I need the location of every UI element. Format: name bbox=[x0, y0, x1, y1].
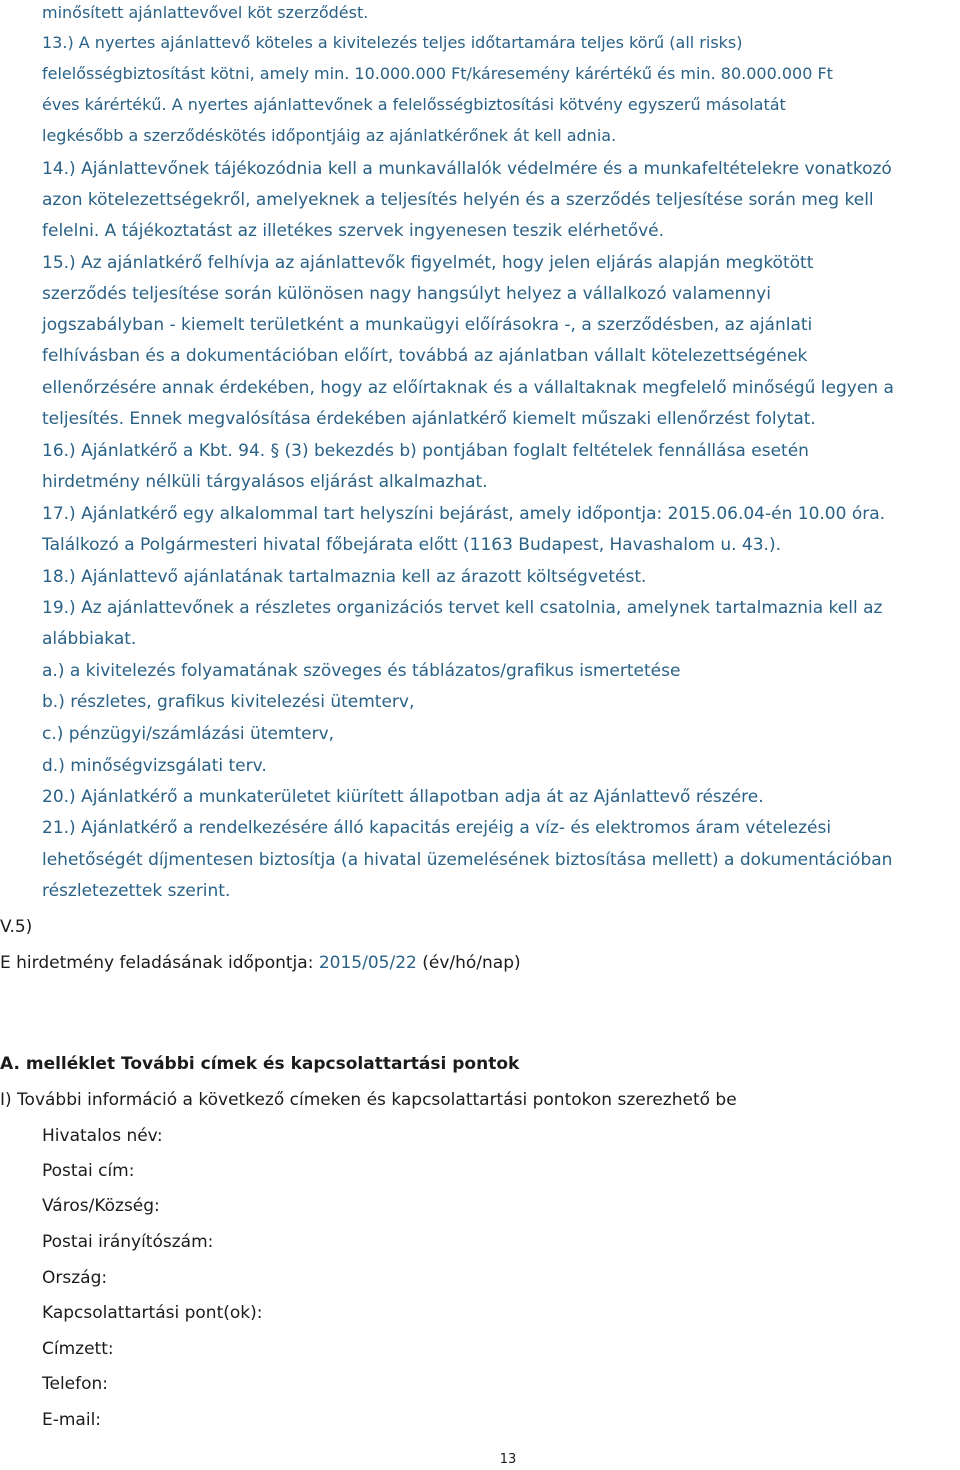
item-13-line-2: felelősségbiztosítást kötni, amely min. 10.000.000 Ft/káresemény kárértékű és min. 80.000.000 Ft bbox=[42, 64, 833, 83]
item-15-line-4: felhívásban és a dokumentációban előírt, továbbá az ajánlatban vállalt kötelezettségének bbox=[42, 346, 808, 366]
item-21-line-1: 21.) Ajánlatkérő a rendelkezésére álló kapacitás erejéig a víz- és elektromos áram vételezési bbox=[42, 818, 832, 838]
item-21-line-2: lehetőségét díjmentesen biztosítja (a hivatal üzemelésének biztosítása mellett) a dokumentációban bbox=[42, 850, 893, 870]
item-17-line-1: 17.) Ajánlatkérő egy alkalommal tart helyszíni bejárást, amely időpontja: 2015.06.04-én 10.00 óra. bbox=[42, 504, 886, 524]
item-14-line-3: felelni. A tájékoztatást az illetékes szervek ingyenesen teszik elérhetővé. bbox=[42, 221, 665, 241]
item-19-line-1: 19.) Az ajánlattevőnek a részletes organizációs tervet kell csatolnia, amelynek tartalmaznia kell az bbox=[42, 598, 883, 618]
item-19-sub-b: b.) részletes, grafikus kivitelezési ütemterv, bbox=[42, 692, 415, 712]
item-18: 18.) Ajánlattevő ajánlatának tartalmaznia kell az árazott költségvetést. bbox=[42, 567, 647, 587]
field-telephone: Telefon: bbox=[42, 1374, 109, 1394]
section-v5-label: V.5) bbox=[0, 917, 33, 937]
item-19-sub-d: d.) minőségvizsgálati terv. bbox=[42, 756, 267, 776]
item-14-line-2: azon kötelezettségekről, amelyeknek a teljesítés helyén és a szerződés teljesítése során meg kell bbox=[42, 190, 874, 210]
item-15-line-5: ellenőrzésére annak érdekében, hogy az előírtaknak és a vállaltaknak megfelelő minőségű legyen a bbox=[42, 378, 894, 398]
field-official-name: Hivatalos név: bbox=[42, 1126, 163, 1146]
item-15-line-2: szerződés teljesítése során különösen nagy hangsúlyt helyez a vállalkozó valamennyi bbox=[42, 284, 771, 304]
item-20: 20.) Ajánlatkérő a munkaterületet kiürített állapotban adja át az Ajánlattevő részére. bbox=[42, 787, 764, 807]
item-21-line-3: részletezettek szerint. bbox=[42, 881, 231, 901]
annex-a-title: A. melléklet További címek és kapcsolattartási pontok bbox=[0, 1054, 520, 1074]
field-attention: Címzett: bbox=[42, 1339, 114, 1359]
page-number: 13 bbox=[499, 1452, 517, 1467]
item-17-line-2: Találkozó a Polgármesteri hivatal főbejárata előtt (1163 Budapest, Havashalom u. 43.). bbox=[42, 535, 781, 555]
field-postal-code: Postai irányítószám: bbox=[42, 1232, 214, 1252]
item-12-continuation: minősített ajánlattevővel köt szerződést. bbox=[42, 3, 369, 22]
item-19-line-2: alábbiakat. bbox=[42, 629, 137, 649]
dispatch-date-line bbox=[0, 953, 521, 973]
item-16-line-2: hirdetmény nélküli tárgyalásos eljárást alkalmazhat. bbox=[42, 472, 488, 492]
item-19-sub-c: c.) pénzügyi/számlázási ütemterv, bbox=[42, 724, 335, 744]
item-16-line-1: 16.) Ajánlatkérő a Kbt. 94. § (3) bekezdés b) pontjában foglalt feltételek fennállása esetén bbox=[42, 441, 809, 461]
field-town: Város/Község: bbox=[42, 1196, 160, 1216]
item-13-line-1: 13.) A nyertes ajánlattevő köteles a kivitelezés teljes időtartamára teljes körű (all risks) bbox=[42, 33, 743, 52]
dispatch-format: (év/hó/nap) bbox=[422, 953, 521, 973]
item-14-line-1: 14.) Ajánlattevőnek tájékozódnia kell a munkavállalók védelmére és a munkafeltételekre vonatkozó bbox=[42, 159, 892, 179]
item-15-line-3: jogszabályban - kiemelt területként a munkaügyi előírásokra -, a szerződésben, az ajánlati bbox=[42, 315, 813, 335]
item-19-sub-a: a.) a kivitelezés folyamatának szöveges és táblázatos/grafikus ismertetése bbox=[42, 661, 681, 681]
item-13-line-3: éves kárértékű. A nyertes ajánlattevőnek a felelősségbiztosítási kötvény egyszerű másolatát bbox=[42, 95, 786, 114]
item-15-line-6: teljesítés. Ennek megvalósítása érdekében ajánlatkérő kiemelt műszaki ellenőrzést folytat. bbox=[42, 409, 816, 429]
dispatch-date: 2015/05/22 bbox=[318, 953, 417, 973]
item-13-line-4: legkésőbb a szerződéskötés időpontjáig az ajánlatkérőnek át kell adnia. bbox=[42, 126, 617, 145]
field-country: Ország: bbox=[42, 1268, 108, 1288]
annex-a-intro: I) További információ a következő címeken és kapcsolattartási pontokon szerezhető be bbox=[0, 1090, 737, 1110]
field-email: E-mail: bbox=[42, 1410, 102, 1430]
item-15-line-1: 15.) Az ajánlatkérő felhívja az ajánlattevők figyelmét, hogy jelen eljárás alapján megkötött bbox=[42, 253, 814, 273]
field-contact-points: Kapcsolattartási pont(ok): bbox=[42, 1303, 263, 1323]
field-postal-address: Postai cím: bbox=[42, 1161, 135, 1181]
dispatch-label: E hirdetmény feladásának időpontja: bbox=[0, 953, 314, 973]
